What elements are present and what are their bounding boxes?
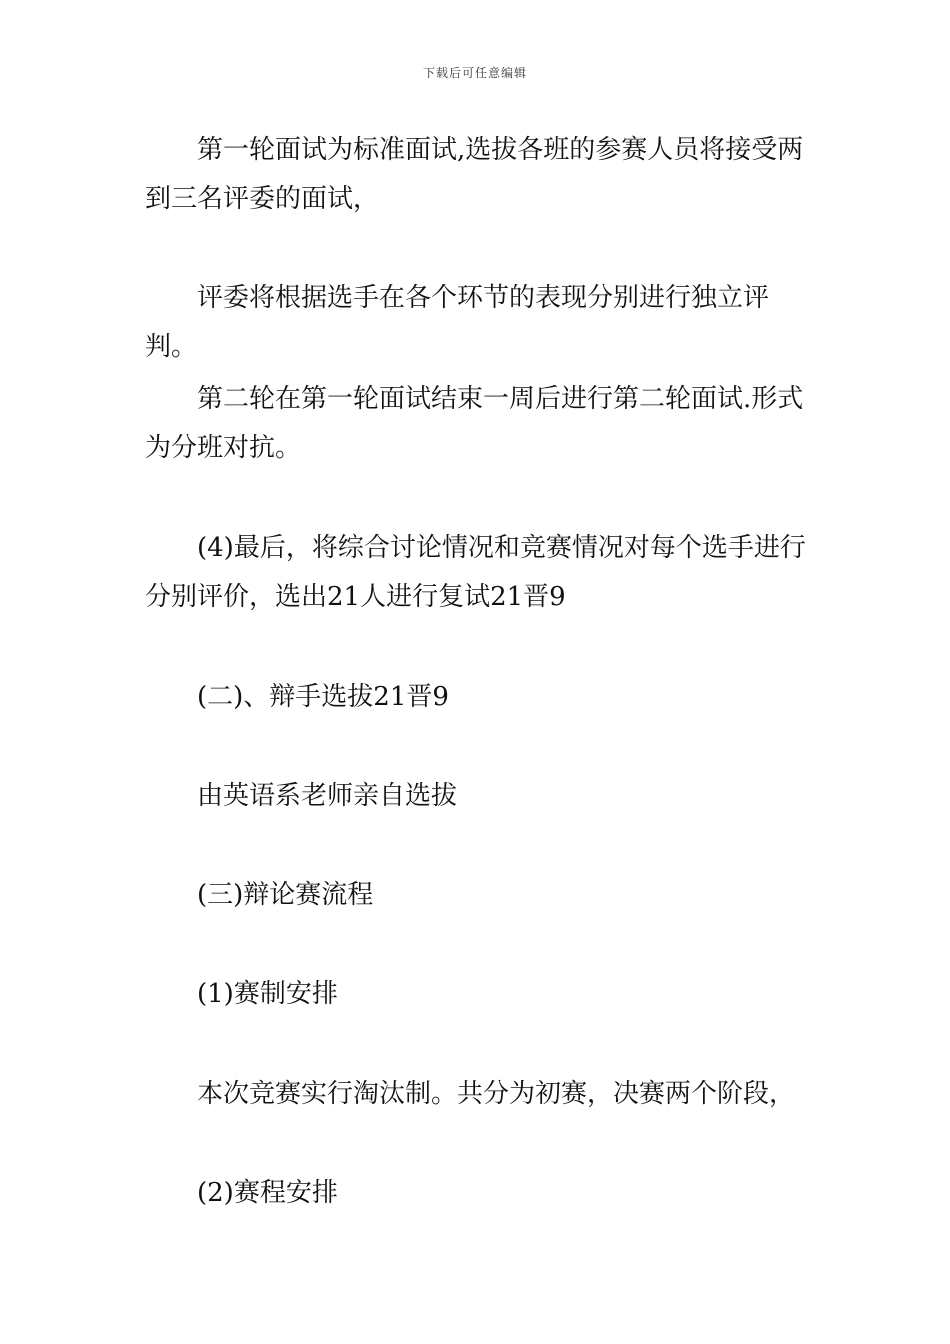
heading-format-arrangement: (1)赛制安排 <box>197 979 338 1009</box>
paragraph-elimination: 本次竞赛实行淘汰制。共分为初赛，决赛两个阶段， <box>197 1079 796 1109</box>
paragraph-final-evaluation: (4)最后，将综合讨论情况和竞赛情况对每个选手进行分别评价，选出21人进行复试21晋9 <box>145 533 806 612</box>
heading-debate-process: (三)辩论赛流程 <box>197 880 374 910</box>
paragraph-judging: 评委将根据选手在各个环节的表现分别进行独立评判。 <box>145 283 770 362</box>
heading-schedule-arrangement: (2)赛程安排 <box>197 1178 338 1208</box>
page-header: 下载后可任意编辑 <box>422 66 527 80</box>
paragraph-teacher-selection: 由英语系老师亲自选拔 <box>197 781 458 811</box>
paragraph-second-round: 第二轮在第一轮面试结束一周后进行第二轮面试.形式为分班对抗。 <box>145 384 804 463</box>
paragraph-first-round: 第一轮面试为标准面试,选拔各班的参赛人员将接受两到三名评委的面试， <box>145 135 804 214</box>
heading-debater-selection: (二)、辩手选拔21晋9 <box>197 682 449 712</box>
